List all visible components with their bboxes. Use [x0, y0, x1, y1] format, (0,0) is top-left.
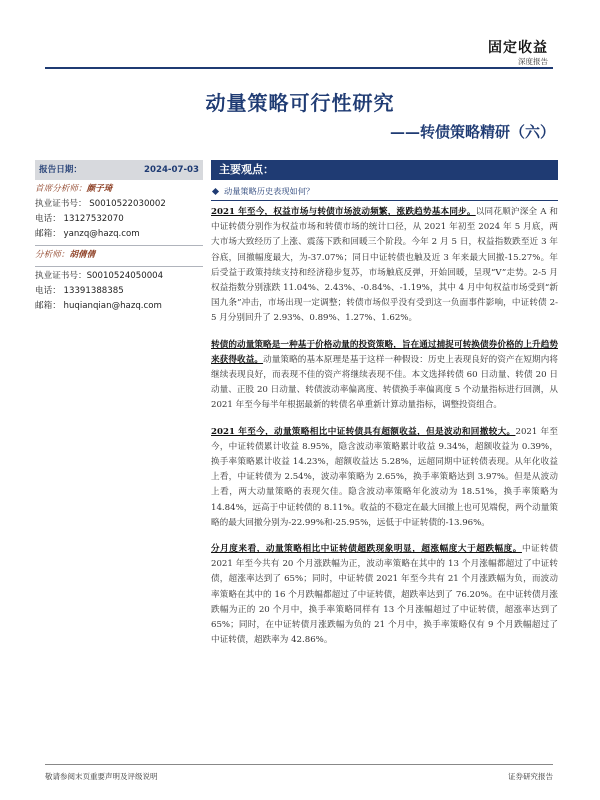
bullet-heading — [211, 186, 558, 197]
report-type: 深度报告 — [518, 57, 548, 66]
paragraph-2-body: 动量策略的基本原理是基于这样一种假设：历史上表现良好的资产在短期内将继续表现良好，而表现不佳的资产将继续表现不佳。本文选择转债 60 日动量、转债 20 日动量、正股 20 日动量、转债波动率偏离度、转债换手率偏离度 5 个动量指标进行回测，从 2021 年至今每半年根据最新的转债名单重新计算动量指标，调整投资组合。 — [211, 354, 558, 411]
analyst2-heading — [35, 248, 203, 263]
analyst2-cert: 执业证书号：S0010524050004 — [35, 271, 164, 281]
bullet-text: 动量策略历史表现如何？ — [224, 186, 315, 196]
report-subtitle: ——转债策略精研（六） — [389, 123, 555, 141]
main-content — [211, 160, 558, 648]
analyst2-title: 分析师： — [35, 250, 70, 260]
paragraph-3-lead: 2021 年至今，动量策略相比中证转债具有超额收益，但是波动和回撤较大。 — [211, 426, 516, 437]
analyst-divider — [35, 266, 203, 267]
analyst1-heading — [35, 182, 203, 197]
paragraph-1 — [211, 205, 558, 327]
section-title: 主要观点： — [211, 160, 558, 180]
header-divider — [45, 67, 553, 69]
analyst1-email[interactable]: 邮箱： yanzq@hazq.com — [35, 229, 140, 239]
bullet-underline — [211, 200, 558, 201]
analyst2-phone: 电话： 13391388385 — [35, 286, 124, 296]
date-label: 报告日期： — [39, 164, 82, 175]
brand-label: 固定收益 — [488, 40, 548, 56]
paragraph-2-lead: 转债的动量策略是一种基于价格动量的投资策略，旨在通过捕捉可转换债券价格的上升趋势来获得收益。 — [211, 339, 558, 365]
analyst1-name: 颜子琦 — [86, 184, 113, 194]
footer-disclaimer: 敬请参阅末页重要声明及评级说明 — [45, 772, 158, 781]
diamond-bullet-icon — [212, 188, 219, 195]
analyst2-name: 胡倩倩 — [69, 250, 96, 260]
footer-divider — [45, 764, 553, 765]
paragraph-3-body: 2021 年至今，中证转债累计收益 8.95%，隐含波动率策略累计收益 9.34%，超额收益为 0.39%，换手率策略累计收益 14.23%，超额收益达 5.28%，远超同期中证转债表现。从年化收益上看，中证转债为 2.54%，波动率策略为 2.65%，换手率策略达到 3.97%。但是从波动上看，两大动量策略的表现欠佳。隐含波动率策略年化波动为 18.51%，换手率策略为 14.84%，远高于中证转债的 8.11%。收益的不稳定在最大回撤上也可见端倪，两个动量策略的最大回撤分别为-22.99%和-25.95%，远低于中证转债的-13.96%。 — [211, 426, 558, 528]
report-title: 动量策略可行性研究 — [205, 91, 395, 115]
paragraph-3 — [211, 425, 558, 531]
paragraph-4-body: 中证转债 2021 年至今共有 20 个月涨跌幅为正，波动率策略在其中的 13 个月涨幅都超过了中证转债，超涨率达到了 65%；同时，中证转债 2021 年至今共有 21 个月涨跌幅为负，而波动率策略在其中的 16 个月跌幅都超过了中证转债，超跌率达到了 76.20%。在中证转债月涨跌幅为正的 20 个月中，换手率策略同样有 13 个月涨幅超过了中证转债，超涨率达到了 65%；同时，在中证转债月涨跌幅为负的 21 个月中，换手率策略仅有 9 个月跌幅超过了中证转债，超跌率为 42.86%。 — [211, 544, 558, 646]
footer-label: 证券研究报告 — [508, 772, 553, 781]
paragraph-2 — [211, 338, 558, 414]
analyst-divider — [35, 245, 203, 246]
date-value: 2024-07-03 — [144, 164, 199, 175]
paragraph-1-lead: 2021 年至今，权益市场与转债市场波动频繁，涨跌趋势基本同步。 — [211, 207, 476, 217]
analyst1-phone: 电话： 13127532070 — [35, 214, 124, 224]
analyst-panel — [35, 160, 203, 314]
analyst1-title: 首席分析师： — [35, 184, 87, 194]
analyst1-cert: 执业证书号： S0010522030002 — [35, 199, 166, 209]
paragraph-4 — [211, 542, 558, 648]
report-date-bar — [35, 160, 203, 180]
paragraph-4-lead: 分月度来看，动量策略相比中证转债超跌现象明显，超涨幅度大于超跌幅度。 — [211, 544, 522, 555]
paragraph-1-body: 以同花顺沪深全 A 和中证转债分别作为权益市场和转债市场的统计口径，从 2021 年初至 2024 年 5 月底，两大市场大致经历了上涨、震荡下跌和回暖三个阶段。今年 2 月 5 日，权益指数跌至近 3 年谷底，回撤幅度最大，为-37.07%；同日中证转债也触及近 3 年来最大回撤-15.27%。年后受益于政策持续支持和经济稳步复苏，市场触底反弹，开始回暖，呈现“V”走势。2-5 月权益指数分别涨跌 11.04%、2.43%、-0.84%、-1.19%，其中 4 月中旬权益市场受到“新国九条”冲击，市场出现一定调整；转债市场似乎没有受到这一负面事件影响，中证转债 2-5 月分别回升了 2.93%、0.89%、1.27%、1.62%。 — [211, 207, 558, 324]
analyst2-email[interactable]: 邮箱： huqianqian@hazq.com — [35, 301, 162, 311]
